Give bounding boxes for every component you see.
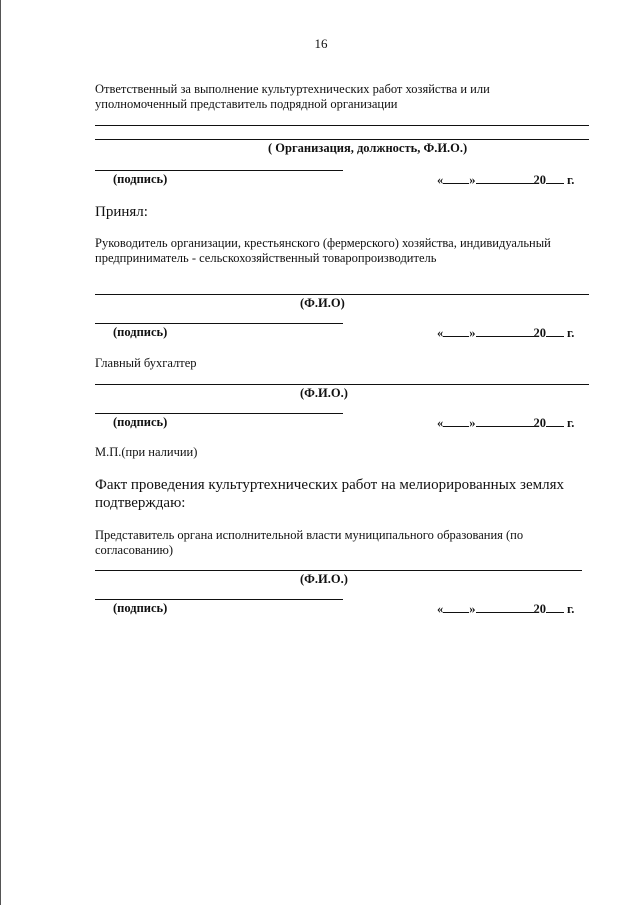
head-text-line2: предприниматель - сельскохозяйственный товаропроизводитель [95, 251, 437, 265]
date-year-suffix: г. [567, 326, 575, 340]
date-day-blank [443, 415, 469, 427]
rep-caption: (Ф.И.О.) [300, 572, 348, 586]
rep-name-line [95, 570, 582, 571]
date-open-quote: « [437, 173, 444, 187]
accountant-date [437, 415, 574, 431]
responsible-line-1 [95, 125, 589, 126]
date-month-blank [476, 415, 534, 427]
stamp-label: М.П.(при наличии) [95, 445, 198, 459]
accountant-name-line [95, 384, 589, 385]
date-close-quote: » [469, 602, 476, 616]
date-close-quote: » [469, 326, 476, 340]
rep-date [437, 601, 574, 617]
date-year-blank [546, 325, 564, 337]
date-month-blank [476, 601, 534, 613]
rep-text-line1: Представитель органа исполнительной власти муниципального образования (по [95, 528, 524, 542]
head-signature-line [95, 323, 343, 324]
head-caption: (Ф.И.О) [300, 296, 345, 310]
rep-signature-line [95, 599, 343, 600]
date-year-blank [546, 172, 564, 184]
head-text-line1: Руководитель организации, крестьянского (фермерского) хозяйства, индивидуальный [95, 236, 551, 250]
date-year-suffix: г. [567, 173, 575, 187]
confirmation-heading-line1: Факт проведения культуртехнических работ на мелиорированных землях [95, 477, 564, 493]
date-year-suffix: г. [567, 602, 575, 616]
date-century: 20 [533, 326, 546, 340]
date-year-suffix: г. [567, 416, 575, 430]
responsible-text-line1: Ответственный за выполнение культуртехнических работ хозяйства и или [95, 82, 490, 96]
head-signature-label: (подпись) [113, 325, 168, 339]
date-century: 20 [533, 416, 546, 430]
date-year-blank [546, 415, 564, 427]
date-close-quote: » [469, 173, 476, 187]
date-day-blank [443, 172, 469, 184]
scan-edge [0, 0, 1, 905]
date-century: 20 [533, 602, 546, 616]
date-day-blank [443, 601, 469, 613]
rep-text-line2: согласованию) [95, 543, 174, 557]
responsible-date [437, 172, 574, 188]
date-open-quote: « [437, 416, 444, 430]
responsible-signature-label: (подпись) [113, 172, 168, 186]
date-day-blank [443, 325, 469, 337]
responsible-text-line2: уполномоченный представитель подрядной организации [95, 97, 398, 111]
accountant-signature-line [95, 413, 343, 414]
date-close-quote: » [469, 416, 476, 430]
date-month-blank [476, 172, 534, 184]
accepted-heading: Принял: [95, 204, 148, 220]
date-month-blank [476, 325, 534, 337]
date-century: 20 [533, 173, 546, 187]
date-year-blank [546, 601, 564, 613]
accountant-signature-label: (подпись) [113, 415, 168, 429]
responsible-line-2 [95, 139, 589, 140]
head-date [437, 325, 574, 341]
confirmation-heading-line2: подтверждаю: [95, 495, 186, 511]
date-open-quote: « [437, 326, 444, 340]
head-name-line [95, 294, 589, 295]
accountant-caption: (Ф.И.О.) [300, 386, 348, 400]
responsible-caption: ( Организация, должность, Ф.И.О.) [268, 141, 468, 155]
date-open-quote: « [437, 602, 444, 616]
page-number: 16 [314, 36, 328, 51]
accountant-label: Главный бухгалтер [95, 356, 197, 370]
responsible-signature-line [95, 170, 343, 171]
rep-signature-label: (подпись) [113, 601, 168, 615]
